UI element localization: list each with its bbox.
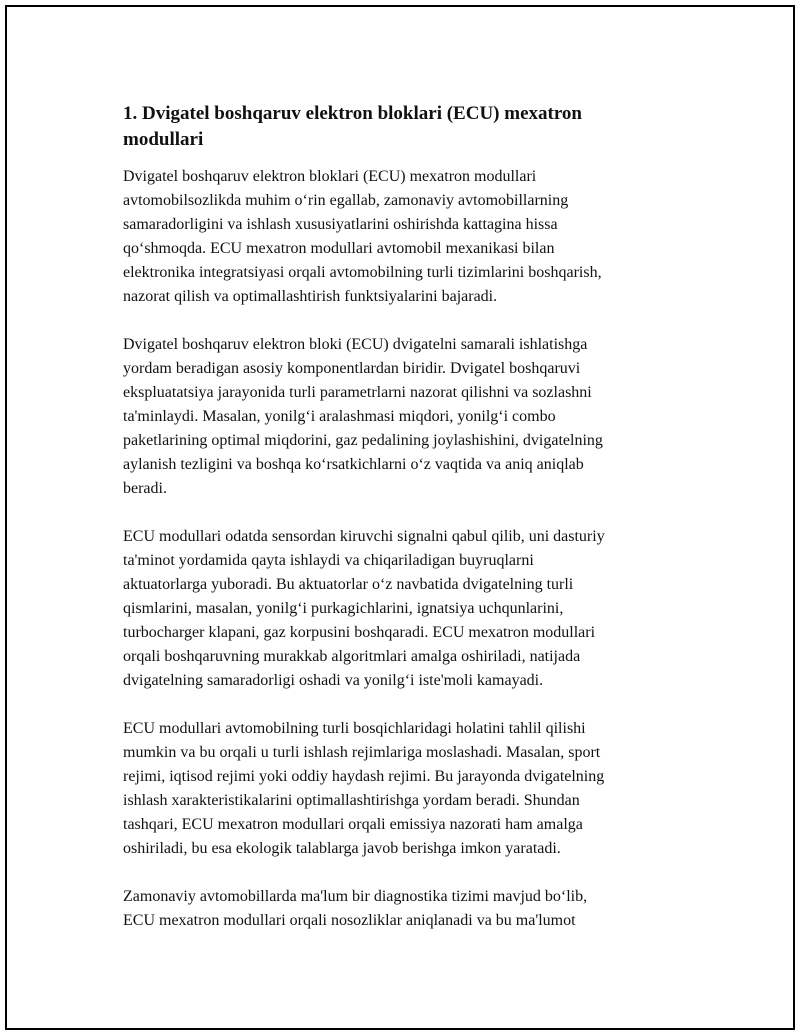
text-line: aylanish tezligini va boshqa ko‘rsatkichlarni o‘z vaqtida va aniq aniqlab (123, 456, 584, 473)
text-line: ekspluatatsiya jarayonida turli parametrlarni nazorat qilishni va sozlashni (123, 384, 592, 401)
text-line: ECU mexatron modullari orqali nosozliklar aniqlanadi va bu ma'lumot (123, 912, 576, 929)
text-line: beradi. (123, 480, 167, 497)
text-line: elektronika integratsiyasi orqali avtomobilning turli tizimlarini boshqarish, (123, 264, 602, 281)
text-line: dvigatelning samaradorligi oshadi va yonilg‘i iste'moli kamayadi. (123, 672, 544, 689)
text-line: yordam beradigan asosiy komponentlardan biridir. Dvigatel boshqaruvi (123, 360, 581, 377)
text-line: samaradorligini va ishlash xususiyatlarini oshirishda kattagina hissa (123, 216, 558, 233)
paragraph-3 (123, 525, 683, 693)
text-line: Dvigatel boshqaruv elektron bloklari (ECU) mexatron modullari (123, 168, 537, 185)
text-line: Zamonaviy avtomobillarda ma'lum bir diagnostika tizimi mavjud bo‘lib, (123, 888, 588, 905)
paragraph-2 (123, 333, 683, 501)
section-heading (123, 101, 683, 153)
text-line: ta'minot yordamida qayta ishlaydi va chiqariladigan buyruqlarni (123, 552, 534, 569)
text-line: qismlarini, masalan, yonilg‘i purkagichlarini, ignatsiya uchqunlarini, (123, 600, 564, 617)
text-line: rejimi, iqtisod rejimi yoki oddiy haydash rejimi. Bu jarayonda dvigatelning (123, 768, 605, 785)
text-line: paketlarining optimal miqdorini, gaz pedalining joylashishini, dvigatelning (123, 432, 603, 449)
text-line: turbocharger klapani, gaz korpusini boshqaradi. ECU mexatron modullari (123, 624, 596, 641)
text-line: mumkin va bu orqali u turli ishlash rejimlariga moslashadi. Masalan, sport (123, 744, 601, 761)
text-line: tashqari, ECU mexatron modullari orqali emissiya nazorati ham amalga (123, 816, 583, 833)
heading-line: 1. Dvigatel boshqaruv elektron bloklari (ECU) mexatron (123, 103, 582, 124)
text-line: ta'minlaydi. Masalan, yonilg‘i aralashmasi miqdori, yonilg‘i combo (123, 408, 556, 425)
text-line: ECU modullari odatda sensordan kiruvchi signalni qabul qilib, uni dasturiy (123, 528, 605, 545)
text-line: ECU modullari avtomobilning turli bosqichlaridagi holatini tahlil qilishi (123, 720, 586, 737)
paragraph-5 (123, 885, 683, 933)
text-line: nazorat qilish va optimallashtirish funktsiyalarini bajaradi. (123, 288, 498, 305)
page-frame (5, 5, 795, 1030)
text-line: orqali boshqaruvning murakkab algoritmlari amalga oshiriladi, natijada (123, 648, 581, 665)
paragraph-1 (123, 165, 683, 309)
paragraph-4 (123, 717, 683, 861)
text-line: qo‘shmoqda. ECU mexatron modullari avtomobil mexanikasi bilan (123, 240, 555, 257)
text-line: Dvigatel boshqaruv elektron bloki (ECU) dvigatelni samarali ishlatishga (123, 336, 588, 353)
document-body (123, 101, 683, 957)
text-line: avtomobilsozlikda muhim o‘rin egallab, zamonaviy avtomobillarning (123, 192, 569, 209)
text-line: oshiriladi, bu esa ekologik talablarga javob berishga imkon yaratadi. (123, 840, 561, 857)
heading-line: modullari (123, 129, 204, 150)
text-line: aktuatorlarga yuboradi. Bu aktuatorlar o‘z navbatida dvigatelning turli (123, 576, 574, 593)
text-line: ishlash xarakteristikalarini optimallashtirishga yordam beradi. Shundan (123, 792, 580, 809)
